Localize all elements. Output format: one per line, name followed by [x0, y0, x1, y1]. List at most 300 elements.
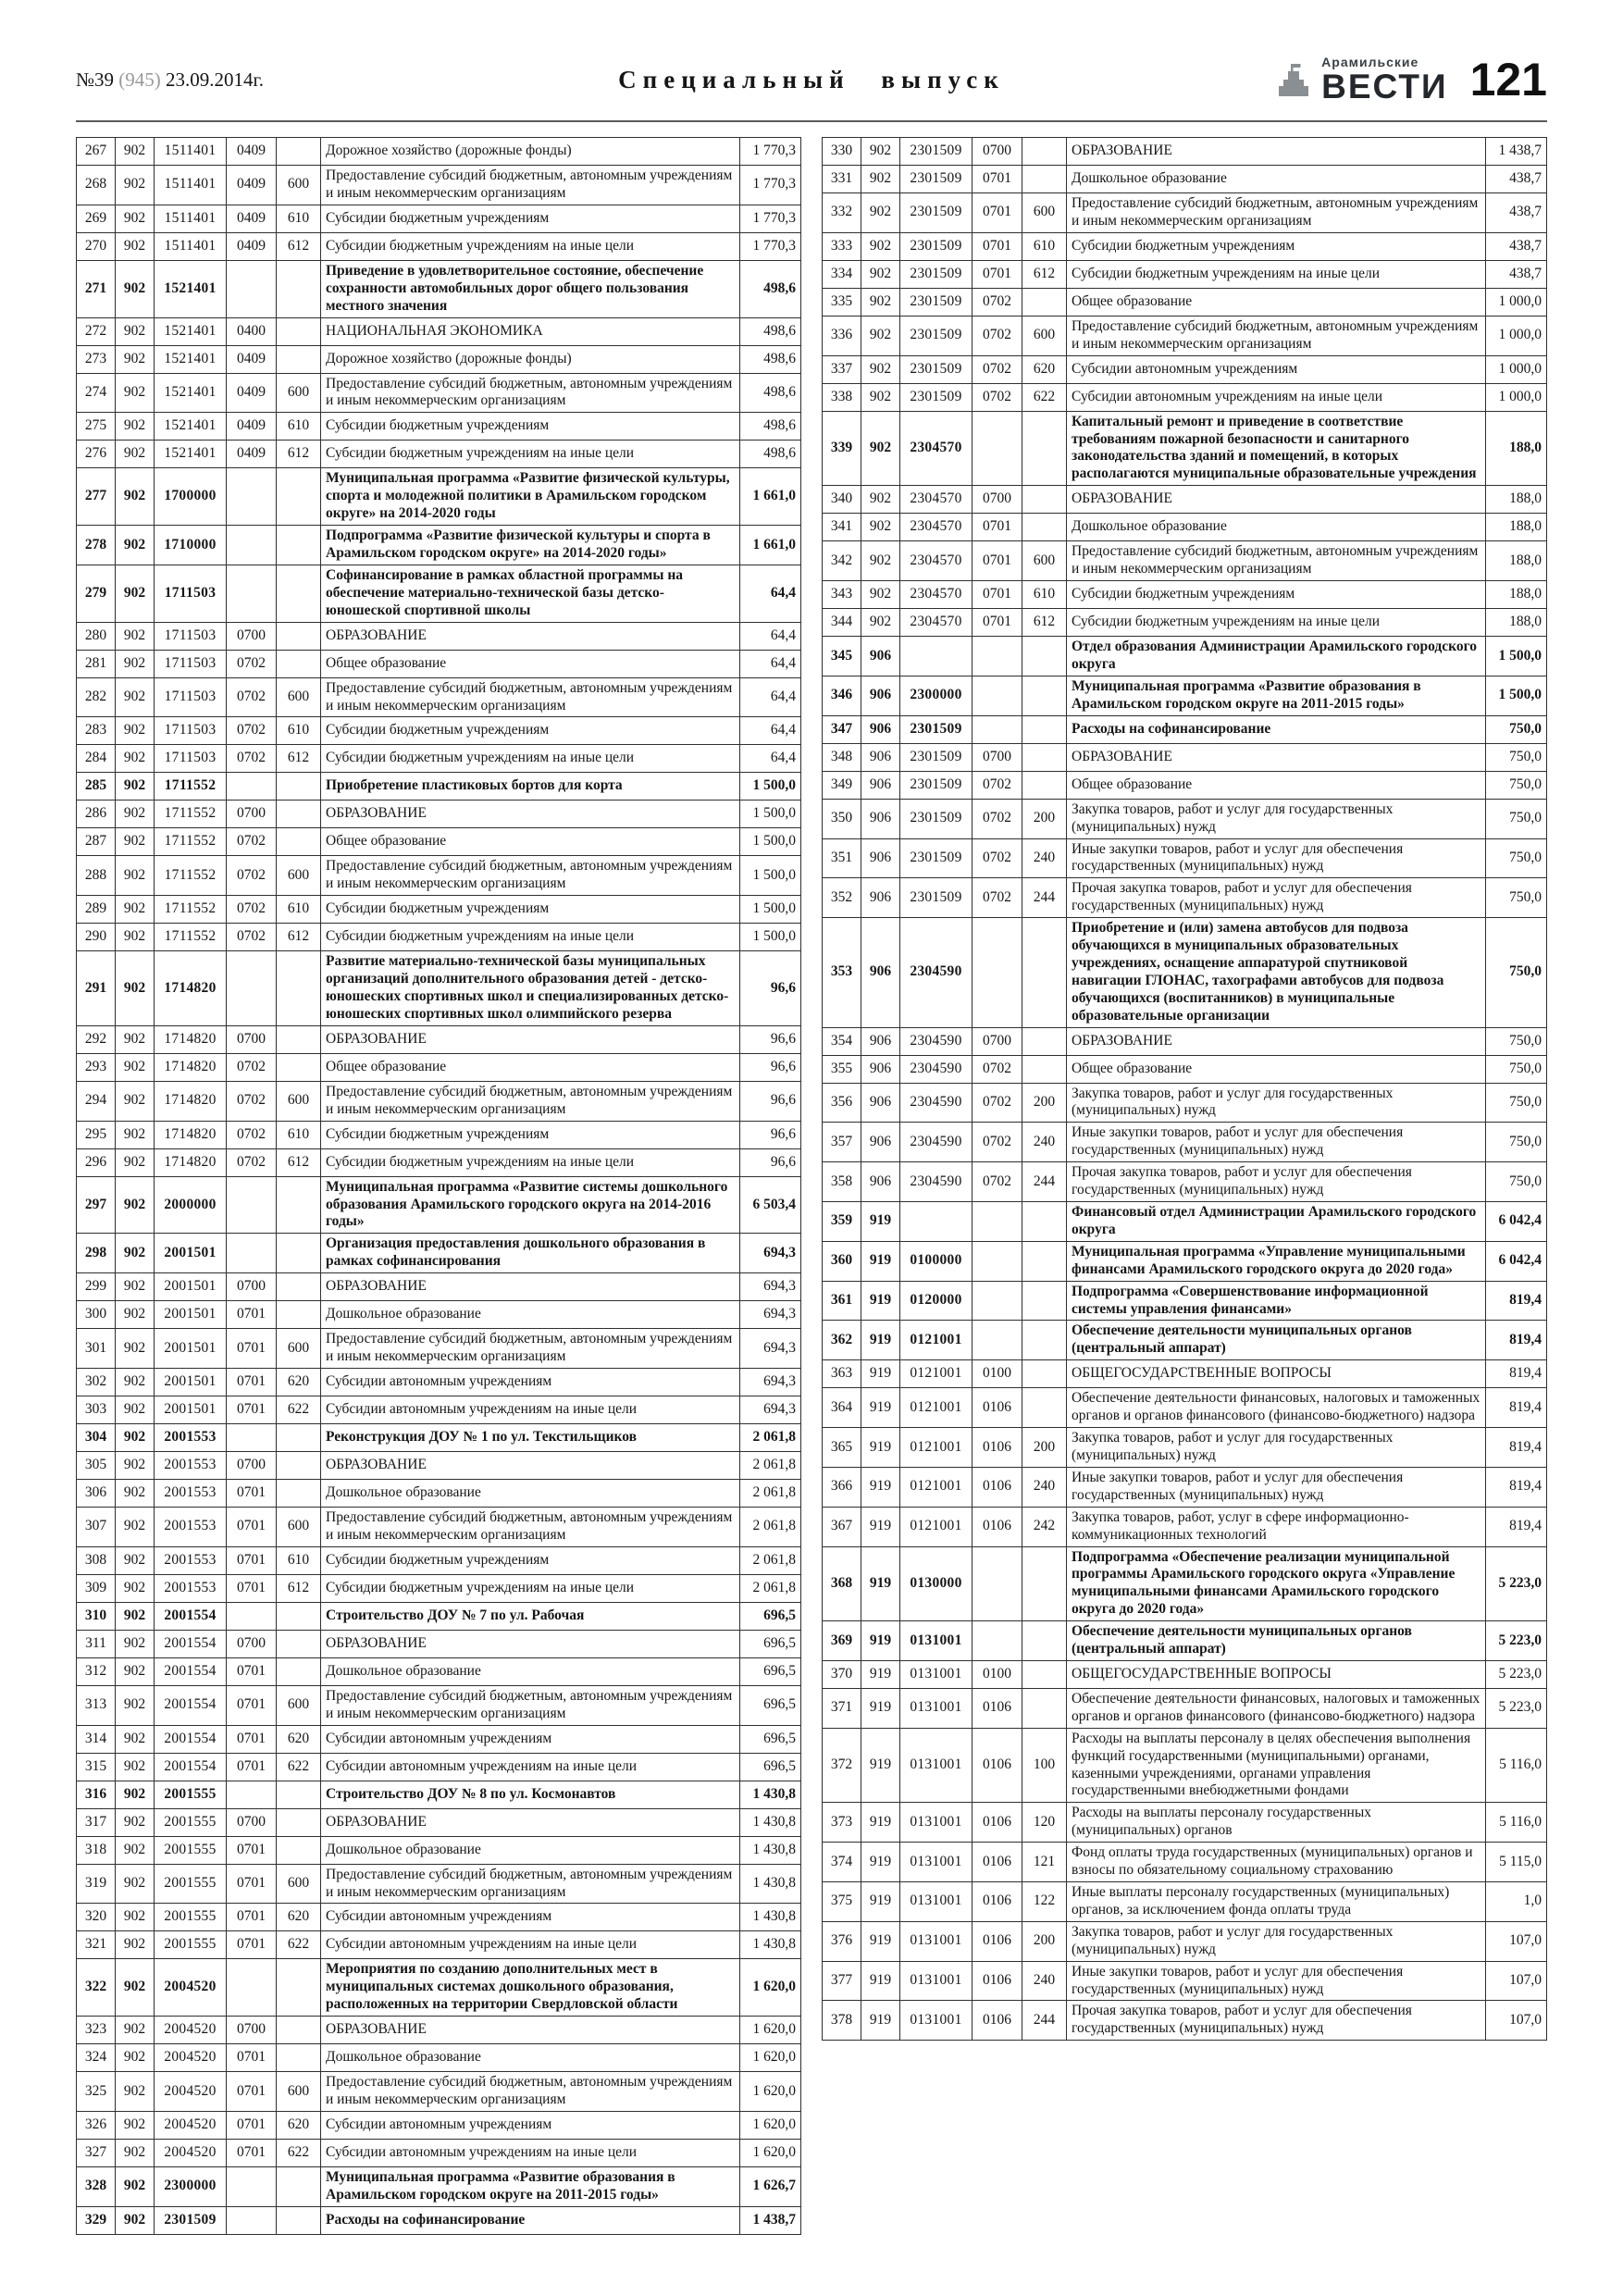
expense-type-code: 600: [1022, 316, 1067, 355]
target-item-code: 2001553: [155, 1574, 227, 1602]
amount: 188,0: [1486, 609, 1547, 637]
main-disposer-code: 902: [116, 896, 155, 924]
main-disposer-code: 906: [861, 1027, 900, 1055]
expense-name: Подпрограмма «Совершенствование информационной системы управления финансами»: [1067, 1281, 1486, 1321]
expense-name: Предоставление субсидий бюджетным, автономным учреждениям и иным некоммерческим организациям: [321, 166, 740, 205]
row-number: 287: [77, 828, 116, 856]
section-code: 0701: [227, 1685, 277, 1725]
table-row: [77, 526, 801, 565]
main-disposer-code: 902: [116, 1753, 155, 1781]
expense-name: Дошкольное образование: [321, 2044, 740, 2072]
expense-name: Общее образование: [321, 650, 740, 677]
section-code: 0701: [227, 1329, 277, 1369]
main-disposer-code: 902: [116, 2166, 155, 2206]
amount: 5 223,0: [1486, 1660, 1547, 1688]
expense-type-code: [277, 1424, 321, 1452]
expense-type-code: [277, 1959, 321, 2017]
expense-name: Субсидии бюджетным учреждениям на иные цели: [1067, 260, 1486, 288]
section-code: 0701: [227, 1836, 277, 1864]
section-code: 0106: [973, 1428, 1022, 1468]
target-item-code: 0131001: [900, 1843, 973, 1882]
section-code: 0702: [973, 878, 1022, 918]
table-row: [823, 1162, 1547, 1202]
target-item-code: 1511401: [155, 232, 227, 260]
row-number: 291: [77, 951, 116, 1026]
table-row: [823, 1281, 1547, 1321]
amount: 696,5: [740, 1657, 801, 1685]
expense-type-code: 620: [277, 1369, 321, 1396]
table-row: [823, 1467, 1547, 1507]
section-code: 0702: [227, 717, 277, 745]
expense-type-code: [277, 1781, 321, 1808]
target-item-code: 2004520: [155, 2111, 227, 2139]
table-row: [823, 1882, 1547, 1922]
target-item-code: 2304570: [900, 609, 973, 637]
budget-table-left: [76, 137, 801, 2235]
target-item-code: 0131001: [900, 1728, 973, 1803]
expense-type-code: [277, 1480, 321, 1508]
expense-type-code: [1022, 1621, 1067, 1661]
row-number: 363: [823, 1360, 861, 1388]
section-code: 0700: [227, 1273, 277, 1301]
amount: 750,0: [1486, 1083, 1547, 1123]
main-disposer-code: 902: [116, 1452, 155, 1480]
amount: 696,5: [740, 1725, 801, 1753]
expense-name: ОБРАЗОВАНИЕ: [321, 1630, 740, 1657]
table-row: [77, 1053, 801, 1081]
table-row: [823, 1321, 1547, 1360]
target-item-code: 2304590: [900, 1083, 973, 1123]
target-item-code: 2304570: [900, 581, 973, 609]
main-disposer-code: 902: [116, 1602, 155, 1630]
row-number: 318: [77, 1836, 116, 1864]
row-number: 335: [823, 288, 861, 316]
row-number: 354: [823, 1027, 861, 1055]
table-row: [823, 1843, 1547, 1882]
table-row: [77, 1176, 801, 1234]
target-item-code: 2001501: [155, 1369, 227, 1396]
main-disposer-code: 902: [116, 1121, 155, 1148]
table-row: [823, 676, 1547, 715]
expense-name: Предоставление субсидий бюджетным, автономным учреждениям и иным некоммерческим организациям: [321, 1685, 740, 1725]
expense-type-code: 622: [277, 2139, 321, 2166]
main-disposer-code: 919: [861, 1388, 900, 1428]
expense-name: Финансовый отдел Администрации Арамильского городского округа: [1067, 1202, 1486, 1242]
row-number: 332: [823, 193, 861, 233]
row-number: 320: [77, 1904, 116, 1931]
section-code: [973, 1321, 1022, 1360]
main-disposer-code: 906: [861, 1083, 900, 1123]
section-code: 0409: [227, 373, 277, 413]
expense-name: Субсидии автономным учреждениям: [321, 1725, 740, 1753]
amount: 750,0: [1486, 715, 1547, 743]
expense-name: Реконструкция ДОУ № 1 по ул. Текстильщиков: [321, 1424, 740, 1452]
expense-type-code: 120: [1022, 1803, 1067, 1843]
amount: 694,3: [740, 1301, 801, 1329]
main-disposer-code: 902: [116, 1808, 155, 1836]
main-disposer-code: 906: [861, 918, 900, 1027]
main-disposer-code: 902: [116, 373, 155, 413]
row-number: 365: [823, 1428, 861, 1468]
amount: 188,0: [1486, 541, 1547, 581]
section-code: 0702: [227, 1081, 277, 1121]
table-row: [77, 373, 801, 413]
amount: 1 770,3: [740, 166, 801, 205]
row-number: 300: [77, 1301, 116, 1329]
row-number: 298: [77, 1234, 116, 1273]
row-number: 286: [77, 800, 116, 828]
expense-name: Обеспечение деятельности муниципальных органов (центральный аппарат): [1067, 1621, 1486, 1661]
expense-type-code: 600: [277, 1685, 321, 1725]
table-row: [823, 1241, 1547, 1281]
row-number: 337: [823, 355, 861, 383]
row-number: 303: [77, 1396, 116, 1424]
main-disposer-code: 919: [861, 1921, 900, 1961]
target-item-code: 2301509: [900, 232, 973, 260]
table-row: [77, 260, 801, 317]
section-code: 0701: [227, 1657, 277, 1685]
amount: 750,0: [1486, 1123, 1547, 1162]
expense-name: Предоставление субсидий бюджетным, автономным учреждениям и иным некоммерческим организациям: [1067, 193, 1486, 233]
section-code: 0702: [973, 1083, 1022, 1123]
amount: 1 620,0: [740, 2017, 801, 2044]
target-item-code: 2304570: [900, 486, 973, 514]
expense-type-code: 200: [1022, 799, 1067, 838]
target-item-code: 2001555: [155, 1781, 227, 1808]
table-row: [77, 717, 801, 745]
target-item-code: 2301509: [900, 878, 973, 918]
row-number: 375: [823, 1882, 861, 1922]
expense-type-code: [1022, 166, 1067, 193]
target-item-code: 1511401: [155, 205, 227, 232]
row-number: 292: [77, 1025, 116, 1053]
row-number: 316: [77, 1781, 116, 1808]
target-item-code: 2001555: [155, 1808, 227, 1836]
amount: 438,7: [1486, 166, 1547, 193]
expense-name: Общее образование: [1067, 1055, 1486, 1083]
table-row: [77, 1753, 801, 1781]
section-code: 0700: [227, 1025, 277, 1053]
row-number: 312: [77, 1657, 116, 1685]
main-disposer-code: 902: [116, 345, 155, 373]
expense-type-code: 620: [277, 1725, 321, 1753]
target-item-code: 2001501: [155, 1329, 227, 1369]
target-item-code: 0131001: [900, 1660, 973, 1688]
amount: 1 430,8: [740, 1904, 801, 1931]
brand-name-top: Арамильские: [1321, 55, 1419, 69]
row-number: 336: [823, 316, 861, 355]
target-item-code: 0131001: [900, 1961, 973, 2001]
section-code: 0702: [227, 1121, 277, 1148]
building-icon: [1279, 63, 1308, 96]
target-item-code: 0130000: [900, 1546, 973, 1621]
main-disposer-code: 902: [116, 2044, 155, 2072]
main-disposer-code: 902: [861, 260, 900, 288]
expense-name: Дошкольное образование: [321, 1657, 740, 1685]
table-row: [823, 1027, 1547, 1055]
row-number: 273: [77, 345, 116, 373]
expense-name: Предоставление субсидий бюджетным, автономным учреждениям и иным некоммерческим организациям: [1067, 316, 1486, 355]
section-code: 0700: [227, 1630, 277, 1657]
target-item-code: [900, 637, 973, 676]
main-disposer-code: 902: [116, 205, 155, 232]
section-code: 0702: [973, 799, 1022, 838]
section-code: 0700: [973, 486, 1022, 514]
amount: 1 500,0: [740, 924, 801, 951]
main-disposer-code: 919: [861, 1507, 900, 1546]
table-row: [77, 1864, 801, 1904]
target-item-code: 2001501: [155, 1234, 227, 1273]
expense-type-code: 100: [1022, 1728, 1067, 1803]
expense-type-code: 600: [277, 166, 321, 205]
table-row: [77, 1574, 801, 1602]
row-number: 360: [823, 1241, 861, 1281]
expense-type-code: [1022, 1241, 1067, 1281]
expense-name: Иные выплаты персоналу государственных (муниципальных) органов, за исключением фонда оплаты труда: [1067, 1882, 1486, 1922]
row-number: 290: [77, 924, 116, 951]
table-row: [823, 581, 1547, 609]
amount: 96,6: [740, 1025, 801, 1053]
section-code: [973, 637, 1022, 676]
expense-type-code: [1022, 1202, 1067, 1242]
target-item-code: 1711552: [155, 773, 227, 800]
row-number: 306: [77, 1480, 116, 1508]
expense-name: ОБРАЗОВАНИЕ: [1067, 486, 1486, 514]
amount: 1 620,0: [740, 2072, 801, 2112]
section-code: [973, 1241, 1022, 1281]
target-item-code: 0121001: [900, 1428, 973, 1468]
target-item-code: 2001553: [155, 1546, 227, 1574]
expense-name: ОБРАЗОВАНИЕ: [1067, 138, 1486, 166]
table-row: [823, 1621, 1547, 1661]
section-code: [973, 918, 1022, 1027]
expense-type-code: [277, 1025, 321, 1053]
amount: 5 115,0: [1486, 1843, 1547, 1882]
table-row: [77, 2139, 801, 2166]
section-code: [227, 1234, 277, 1273]
row-number: 307: [77, 1508, 116, 1547]
row-number: 270: [77, 232, 116, 260]
expense-type-code: 612: [277, 441, 321, 468]
expense-type-code: [277, 138, 321, 166]
section-code: 0409: [227, 345, 277, 373]
expense-name: Закупка товаров, работ и услуг для государственных (муниципальных) нужд: [1067, 1428, 1486, 1468]
table-row: [823, 1961, 1547, 2001]
expense-type-code: [277, 1808, 321, 1836]
amount: 1 000,0: [1486, 316, 1547, 355]
target-item-code: 1521401: [155, 317, 227, 345]
section-code: [227, 526, 277, 565]
expense-type-code: [1022, 1321, 1067, 1360]
target-item-code: 2001554: [155, 1657, 227, 1685]
row-number: 345: [823, 637, 861, 676]
expense-name: Прочая закупка товаров, работ и услуг для обеспечения государственных (муниципальных) нужд: [1067, 2001, 1486, 2041]
expense-name: Предоставление субсидий бюджетным, автономным учреждениям и иным некоммерческим организациям: [321, 373, 740, 413]
row-number: 301: [77, 1329, 116, 1369]
target-item-code: 0131001: [900, 1803, 973, 1843]
expense-type-code: 610: [277, 717, 321, 745]
expense-name: Субсидии бюджетным учреждениям: [321, 1546, 740, 1574]
row-number: 267: [77, 138, 116, 166]
main-disposer-code: 902: [116, 1396, 155, 1424]
expense-type-code: 244: [1022, 1162, 1067, 1202]
target-item-code: 1714820: [155, 1121, 227, 1148]
row-number: 374: [823, 1843, 861, 1882]
amount: 819,4: [1486, 1388, 1547, 1428]
amount: 1 500,0: [740, 856, 801, 896]
expense-name: Субсидии бюджетным учреждениям: [1067, 232, 1486, 260]
section-code: 0700: [227, 622, 277, 650]
row-number: 276: [77, 441, 116, 468]
main-disposer-code: 902: [116, 1081, 155, 1121]
section-code: 0701: [227, 1904, 277, 1931]
main-disposer-code: 906: [861, 1055, 900, 1083]
row-number: 376: [823, 1921, 861, 1961]
row-number: 297: [77, 1176, 116, 1234]
expense-type-code: [277, 260, 321, 317]
row-number: 304: [77, 1424, 116, 1452]
table-row: [823, 838, 1547, 878]
expense-name: Дошкольное образование: [1067, 166, 1486, 193]
row-number: 367: [823, 1507, 861, 1546]
table-row: [823, 138, 1547, 166]
amount: 64,4: [740, 677, 801, 717]
amount: 188,0: [1486, 411, 1547, 486]
main-disposer-code: 919: [861, 1961, 900, 2001]
target-item-code: 2301509: [900, 355, 973, 383]
row-number: 309: [77, 1574, 116, 1602]
section-code: 0701: [973, 260, 1022, 288]
table-row: [77, 1480, 801, 1508]
row-number: 313: [77, 1685, 116, 1725]
main-disposer-code: 902: [116, 800, 155, 828]
expense-type-code: [277, 1176, 321, 1234]
amount: 1 661,0: [740, 526, 801, 565]
expense-type-code: [1022, 637, 1067, 676]
table-row: [823, 1921, 1547, 1961]
target-item-code: 0131001: [900, 1621, 973, 1661]
main-disposer-code: 919: [861, 1428, 900, 1468]
expense-type-code: 121: [1022, 1843, 1067, 1882]
table-row: [77, 1329, 801, 1369]
main-disposer-code: 906: [861, 771, 900, 799]
expense-type-code: [277, 2206, 321, 2234]
main-disposer-code: 906: [861, 1162, 900, 1202]
target-item-code: 1711552: [155, 924, 227, 951]
amount: 5 223,0: [1486, 1688, 1547, 1728]
target-item-code: 2304590: [900, 918, 973, 1027]
row-number: 317: [77, 1808, 116, 1836]
amount: 96,6: [740, 1081, 801, 1121]
section-code: 0702: [227, 856, 277, 896]
main-disposer-code: 902: [116, 1424, 155, 1452]
expense-type-code: [277, 1234, 321, 1273]
row-number: 285: [77, 773, 116, 800]
main-disposer-code: 902: [116, 773, 155, 800]
row-number: 293: [77, 1053, 116, 1081]
amount: 1 000,0: [1486, 383, 1547, 411]
row-number: 329: [77, 2206, 116, 2234]
amount: 107,0: [1486, 1921, 1547, 1961]
amount: 2 061,8: [740, 1546, 801, 1574]
amount: 819,4: [1486, 1281, 1547, 1321]
header-divider: [76, 120, 1547, 122]
target-item-code: 0100000: [900, 1241, 973, 1281]
expense-type-code: 122: [1022, 1882, 1067, 1922]
target-item-code: 2304590: [900, 1055, 973, 1083]
amount: 2 061,8: [740, 1424, 801, 1452]
amount: 750,0: [1486, 1162, 1547, 1202]
table-row: [823, 1428, 1547, 1468]
section-code: [973, 1621, 1022, 1661]
main-disposer-code: 902: [116, 2206, 155, 2234]
target-item-code: 1521401: [155, 373, 227, 413]
expense-name: Субсидии бюджетным учреждениям на иные цели: [321, 745, 740, 773]
main-disposer-code: 902: [116, 1176, 155, 1234]
section-code: [227, 2166, 277, 2206]
expense-name: Муниципальная программа «Развитие физической культуры, спорта и молодежной политики в Арамильском городском округе» на 2014-2020 годы: [321, 468, 740, 526]
main-disposer-code: 902: [861, 355, 900, 383]
right-column: [822, 137, 1547, 2041]
amount: 498,6: [740, 345, 801, 373]
main-disposer-code: 902: [116, 1301, 155, 1329]
section-code: [227, 565, 277, 622]
table-row: [823, 1083, 1547, 1123]
main-disposer-code: 919: [861, 1546, 900, 1621]
expense-type-code: 600: [277, 1081, 321, 1121]
target-item-code: 2304590: [900, 1162, 973, 1202]
amount: 498,6: [740, 373, 801, 413]
main-disposer-code: 902: [116, 1273, 155, 1301]
section-code: 0409: [227, 413, 277, 441]
expense-type-code: 610: [277, 896, 321, 924]
table-row: [77, 1273, 801, 1301]
section-code: 0106: [973, 1921, 1022, 1961]
expense-type-code: 240: [1022, 838, 1067, 878]
expense-name: Муниципальная программа «Развитие образования в Арамильском городском округе на 2011-2015 годы»: [321, 2166, 740, 2206]
table-row: [77, 1508, 801, 1547]
main-disposer-code: 906: [861, 676, 900, 715]
amount: 6 042,4: [1486, 1241, 1547, 1281]
section-code: 0106: [973, 2001, 1022, 2041]
table-row: [823, 411, 1547, 486]
expense-name: Общее образование: [1067, 771, 1486, 799]
expense-type-code: [1022, 288, 1067, 316]
expense-name: Закупка товаров, работ и услуг для государственных (муниципальных) нужд: [1067, 799, 1486, 838]
expense-type-code: [1022, 1281, 1067, 1321]
target-item-code: 2001553: [155, 1508, 227, 1547]
expense-type-code: 600: [277, 373, 321, 413]
expense-name: Предоставление субсидий бюджетным, автономным учреждениям и иным некоммерческим организациям: [321, 2072, 740, 2112]
row-number: 377: [823, 1961, 861, 2001]
target-item-code: 2001555: [155, 1864, 227, 1904]
expense-type-code: [277, 1630, 321, 1657]
expense-name: Капитальный ремонт и приведение в соответствие требованиям пожарной безопасности и санитарного законодательства зданий и помещений, в которых располагаются муниципальные образовательные учреждения: [1067, 411, 1486, 486]
amount: 498,6: [740, 260, 801, 317]
section-code: [227, 468, 277, 526]
expense-name: Субсидии автономным учреждениям на иные цели: [321, 1753, 740, 1781]
amount: 694,3: [740, 1369, 801, 1396]
target-item-code: 1700000: [155, 468, 227, 526]
table-row: [77, 856, 801, 896]
table-row: [77, 650, 801, 677]
main-disposer-code: 902: [116, 565, 155, 622]
section-code: 0409: [227, 232, 277, 260]
expense-type-code: 612: [277, 745, 321, 773]
target-item-code: 2004520: [155, 2139, 227, 2166]
amount: 1 661,0: [740, 468, 801, 526]
target-item-code: 0121001: [900, 1388, 973, 1428]
